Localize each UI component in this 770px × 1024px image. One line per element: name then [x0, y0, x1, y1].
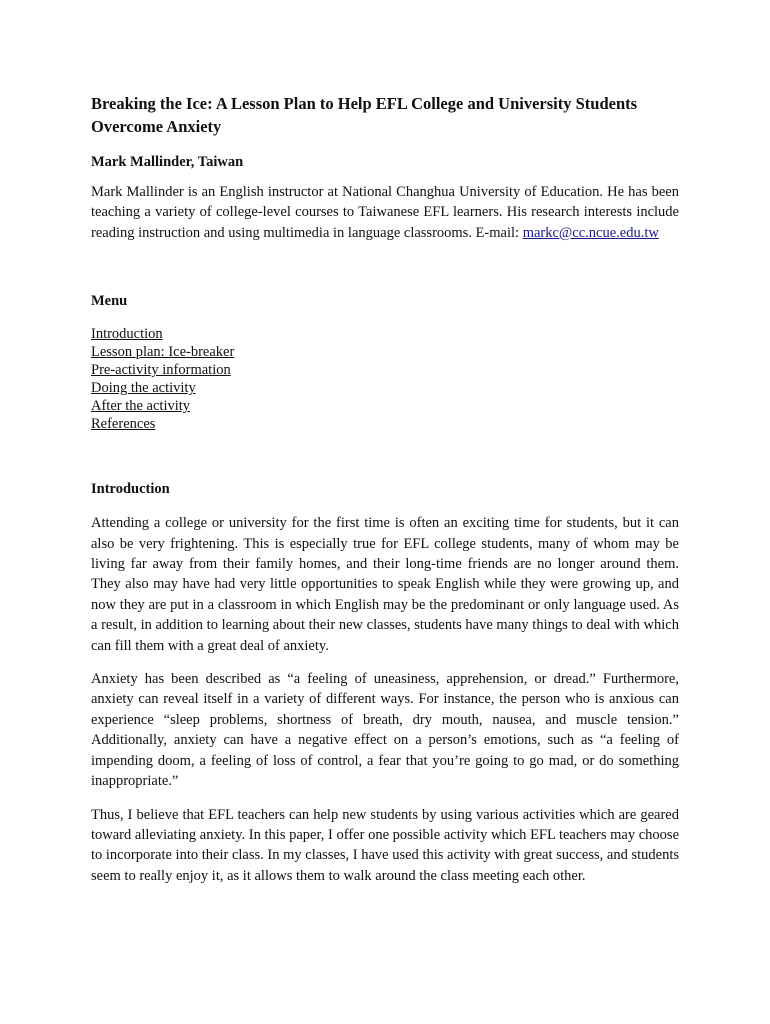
menu-list	[91, 325, 679, 433]
menu-link-references[interactable]: References	[91, 416, 156, 433]
menu-item	[91, 379, 679, 397]
menu-link-lesson-plan[interactable]: Lesson plan: Ice-breaker	[91, 344, 235, 361]
menu-item	[91, 325, 679, 343]
menu-item	[91, 415, 679, 433]
menu-heading: Menu	[91, 293, 128, 310]
menu-item	[91, 397, 679, 415]
menu-item	[91, 343, 679, 361]
menu-link-introduction[interactable]: Introduction	[91, 326, 163, 343]
introduction-paragraph-1: Attending a college or university for the first time is often an exciting time for students, but it can also be very frightening. This is especially true for EFL college students, many of whom may be living far away from their family homes, and their long-time friends are no longer around them. They also may have had very little opportunities to speak English while they were growing up, and now they are put in a classroom in which English may be the predominant or only language used. As a result, in addition to learning about their new classes, students have many things to deal with which can fill them with a great deal of anxiety.	[91, 515, 679, 654]
document-page	[91, 92, 679, 899]
author-email-link[interactable]: markc@cc.ncue.edu.tw	[522, 224, 659, 241]
introduction-paragraph-3: Thus, I believe that EFL teachers can help new students by using various activities which are geared toward alleviating anxiety. In this paper, I offer one possible activity which EFL teachers may choose to incorporate into their class. In my classes, I have used this activity with great success, and students seem to really enjoy it, as it allows them to walk around the class meeting each other.	[91, 806, 679, 884]
menu-item	[91, 361, 679, 379]
menu-link-after-activity[interactable]: After the activity	[91, 398, 191, 415]
menu-link-doing-activity[interactable]: Doing the activity	[91, 380, 196, 397]
author-bio	[91, 182, 679, 243]
introduction-paragraph-2: Anxiety has been described as “a feeling of uneasiness, apprehension, or dread.” Furthermore, anxiety can reveal itself in a variety of different ways. For instance, the person who is anxious can experience “sleep problems, shortness of breath, dry mouth, nausea, and muscle tension.” Additionally, anxiety can have a negative effect on a person’s emotions, such as “a feeling of impending doom, a feeling of loss of control, a fear that you’re going to go mad, or do something inappropriate.”	[91, 671, 679, 790]
article-title: Breaking the Ice: A Lesson Plan to Help EFL College and University Students Overcome Anxiety	[91, 94, 638, 136]
author-bio-text: Mark Mallinder is an English instructor at National Changhua University of Education. He has been teaching a variety of college-level courses to Taiwanese EFL learners. His research interests include reading instruction and using multimedia in language classrooms. E-mail:	[91, 184, 679, 241]
introduction-heading: Introduction	[91, 481, 170, 498]
author-line: Mark Mallinder, Taiwan	[91, 154, 244, 170]
menu-link-pre-activity[interactable]: Pre-activity information	[91, 362, 231, 379]
